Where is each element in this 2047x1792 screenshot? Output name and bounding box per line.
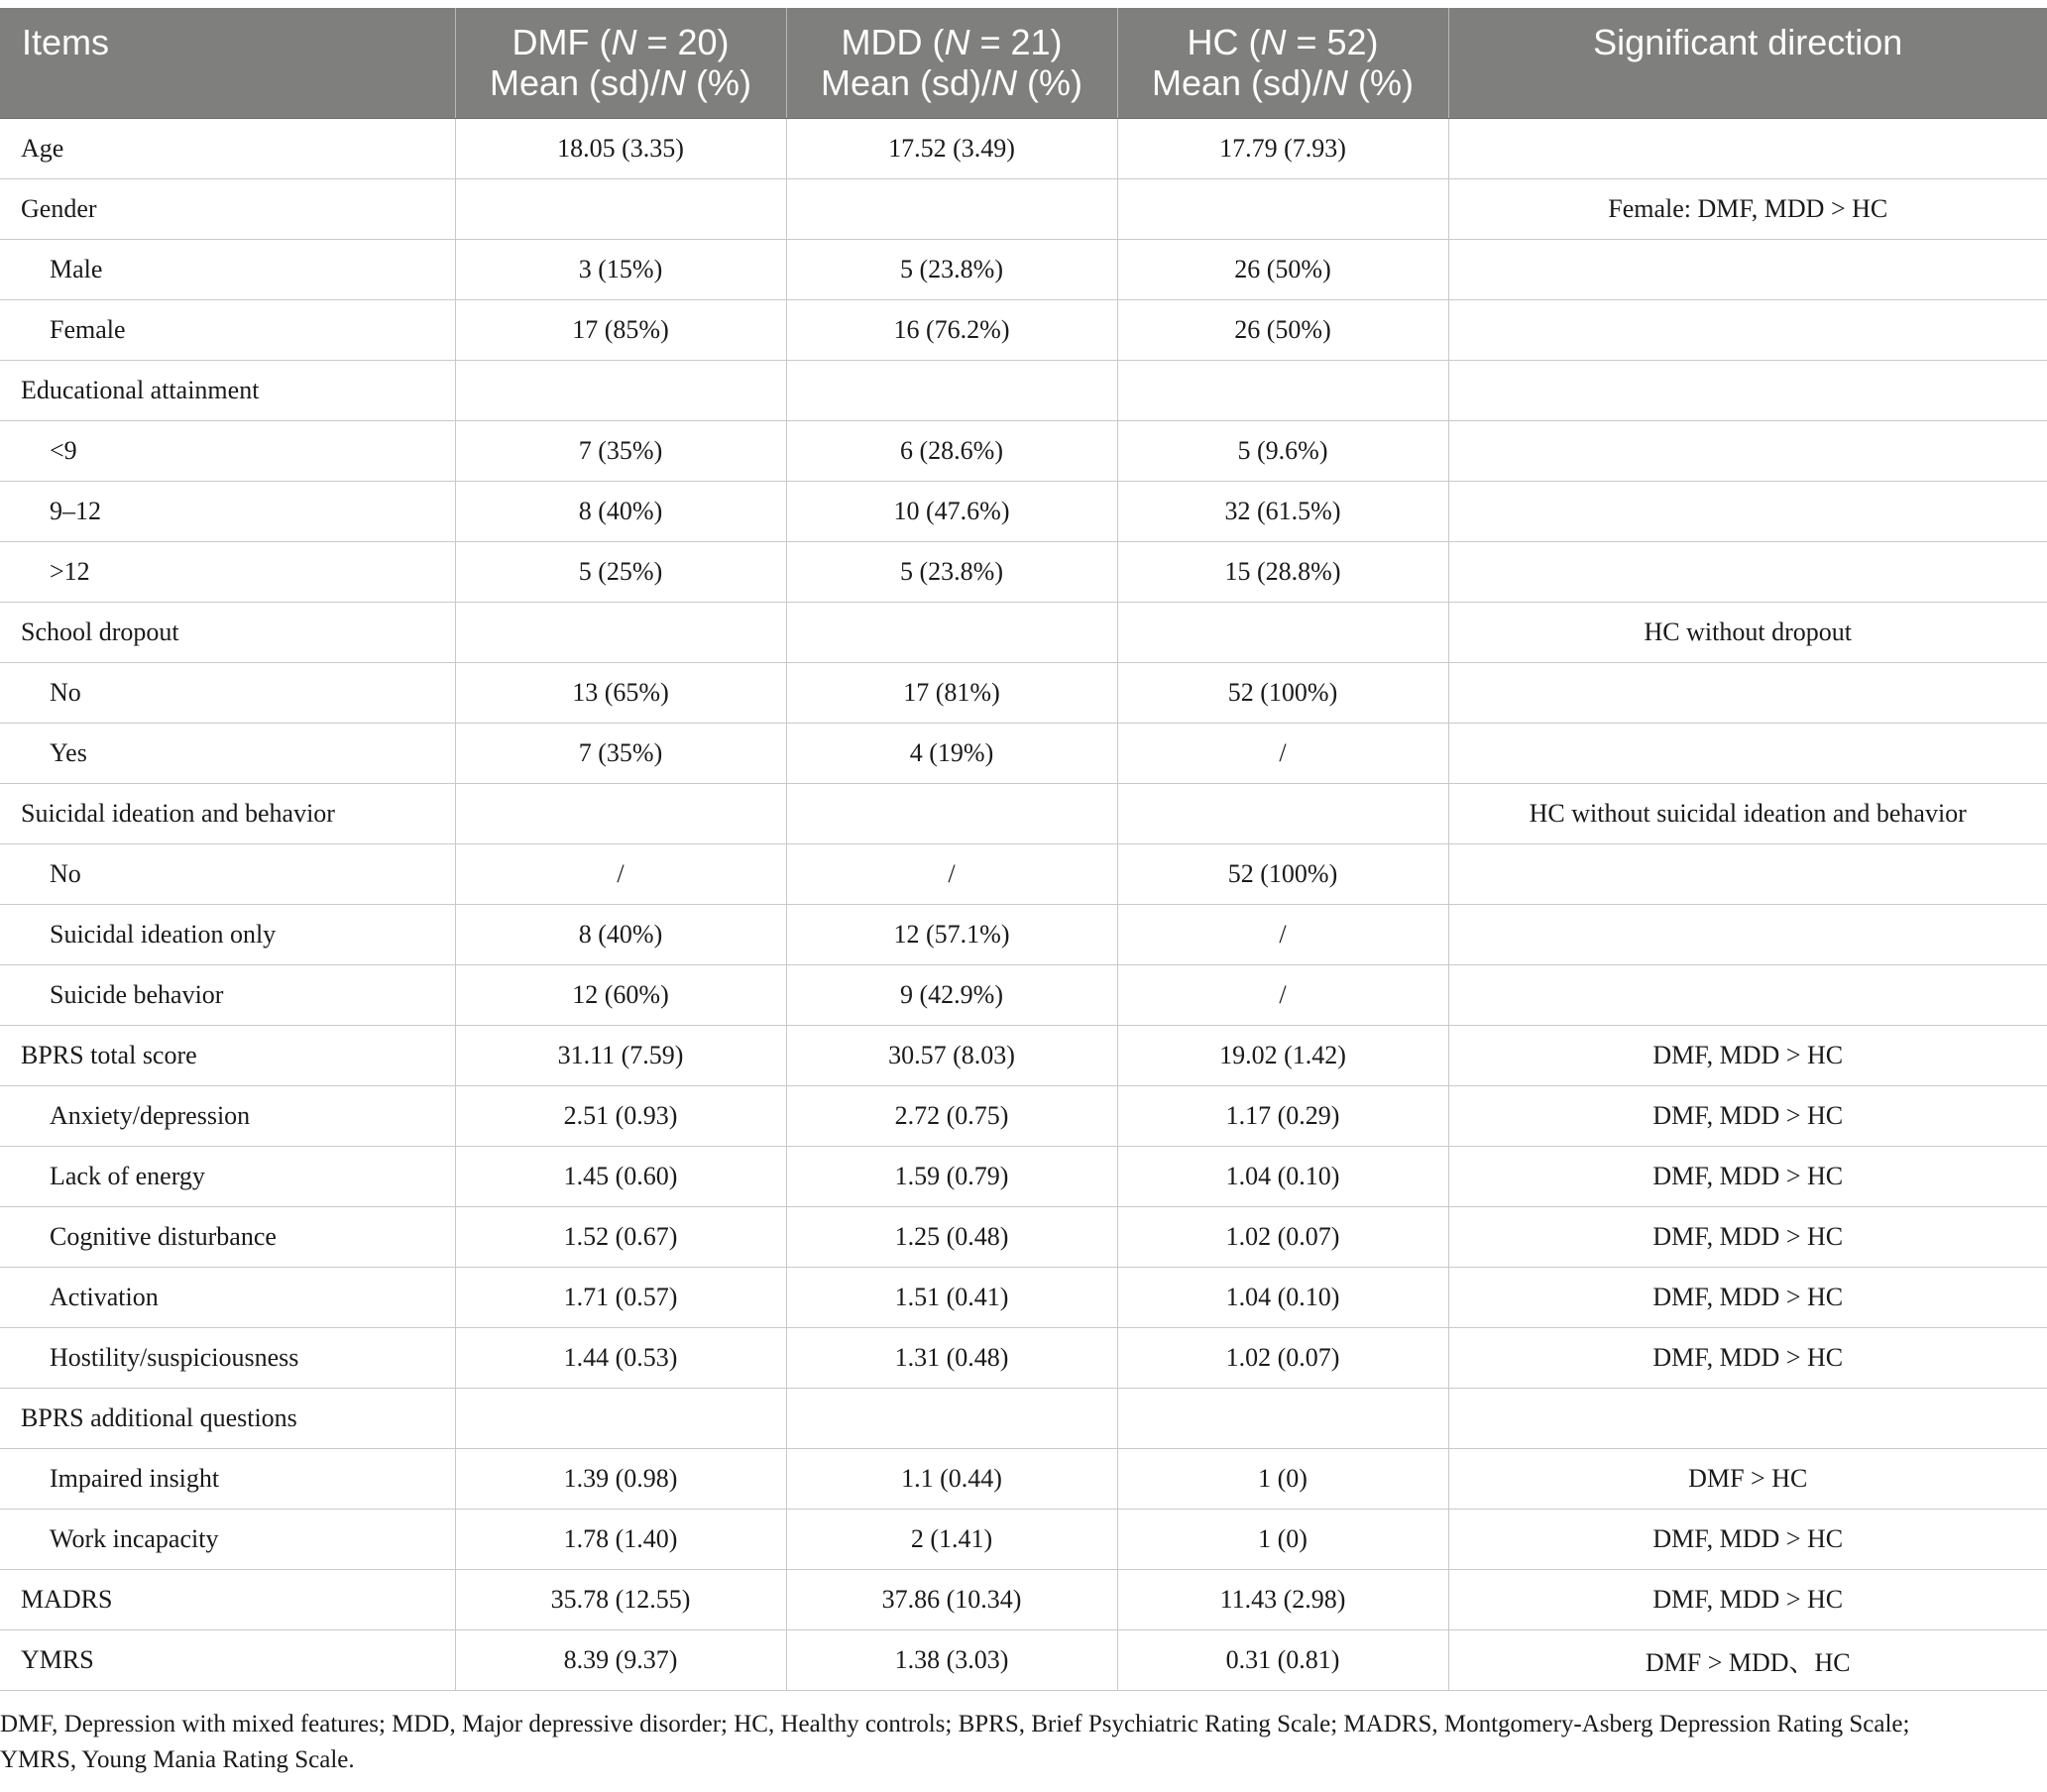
- row-hc: [1117, 603, 1448, 663]
- row-direction: DMF, MDD > HC: [1448, 1086, 2047, 1147]
- row-hc: 1 (0): [1117, 1449, 1448, 1510]
- row-mdd: [786, 361, 1117, 421]
- table-body: [0, 119, 2047, 1691]
- row-mdd: 2 (1.41): [786, 1510, 1117, 1570]
- row-mdd: 1.1 (0.44): [786, 1449, 1117, 1510]
- row-direction: DMF, MDD > HC: [1448, 1026, 2047, 1086]
- row-item: Gender: [0, 179, 455, 240]
- header-hc-subtitle: Mean (sd)/N (%): [1151, 62, 1415, 103]
- row-item: Anxiety/depression: [0, 1086, 455, 1147]
- row-mdd: 30.57 (8.03): [786, 1026, 1117, 1086]
- row-item: MADRS: [0, 1570, 455, 1630]
- row-mdd: [786, 179, 1117, 240]
- row-dmf: 12 (60%): [455, 965, 786, 1026]
- row-dmf: 2.51 (0.93): [455, 1086, 786, 1147]
- header-dmf: [455, 8, 786, 119]
- row-hc: /: [1117, 724, 1448, 784]
- row-direction: DMF, MDD > HC: [1448, 1570, 2047, 1630]
- row-mdd: 1.51 (0.41): [786, 1268, 1117, 1328]
- row-item: <9: [0, 421, 455, 482]
- row-item: School dropout: [0, 603, 455, 663]
- row-direction: [1448, 905, 2047, 965]
- row-mdd: 4 (19%): [786, 724, 1117, 784]
- row-item: Activation: [0, 1268, 455, 1328]
- row-item: Female: [0, 300, 455, 361]
- row-direction: DMF, MDD > HC: [1448, 1510, 2047, 1570]
- row-hc: 1 (0): [1117, 1510, 1448, 1570]
- row-direction: Female: DMF, MDD > HC: [1448, 179, 2047, 240]
- row-hc: 52 (100%): [1117, 663, 1448, 724]
- row-item: Educational attainment: [0, 361, 455, 421]
- row-hc: [1117, 361, 1448, 421]
- row-mdd: 1.25 (0.48): [786, 1207, 1117, 1268]
- row-item: No: [0, 844, 455, 905]
- row-hc: /: [1117, 965, 1448, 1026]
- row-dmf: 1.44 (0.53): [455, 1328, 786, 1389]
- row-item: Suicidal ideation and behavior: [0, 784, 455, 844]
- row-hc: 32 (61.5%): [1117, 482, 1448, 542]
- row-direction: [1448, 844, 2047, 905]
- row-hc: 19.02 (1.42): [1117, 1026, 1448, 1086]
- row-hc: [1117, 1389, 1448, 1449]
- row-mdd: 12 (57.1%): [786, 905, 1117, 965]
- footnote-line-1: DMF, Depression with mixed features; MDD, Major depressive disorder; HC, Healthy controls; BPRS, Brief Psychiatric Rating Scale; MADRS, Montgomery-Asberg Depression Rating Scale;: [0, 1711, 1910, 1737]
- row-hc: 1.02 (0.07): [1117, 1328, 1448, 1389]
- row-item: Lack of energy: [0, 1147, 455, 1207]
- row-direction: DMF > HC: [1448, 1449, 2047, 1510]
- row-dmf: /: [455, 844, 786, 905]
- table-row: [0, 1268, 2047, 1328]
- table-row: [0, 1026, 2047, 1086]
- row-item: BPRS total score: [0, 1026, 455, 1086]
- row-mdd: 9 (42.9%): [786, 965, 1117, 1026]
- row-dmf: [455, 784, 786, 844]
- row-direction: [1448, 300, 2047, 361]
- row-dmf: 1.45 (0.60): [455, 1147, 786, 1207]
- row-hc: [1117, 179, 1448, 240]
- table-row: [0, 1630, 2047, 1691]
- row-dmf: 1.52 (0.67): [455, 1207, 786, 1268]
- row-direction: [1448, 542, 2047, 603]
- row-mdd: 1.38 (3.03): [786, 1630, 1117, 1691]
- table-row: [0, 1086, 2047, 1147]
- row-mdd: 17.52 (3.49): [786, 119, 1117, 179]
- table-row: [0, 844, 2047, 905]
- row-dmf: 8.39 (9.37): [455, 1630, 786, 1691]
- row-mdd: 5 (23.8%): [786, 542, 1117, 603]
- row-dmf: [455, 603, 786, 663]
- row-hc: 0.31 (0.81): [1117, 1630, 1448, 1691]
- table-row: [0, 1328, 2047, 1389]
- row-item: Hostility/suspiciousness: [0, 1328, 455, 1389]
- table-row: [0, 1449, 2047, 1510]
- row-mdd: 37.86 (10.34): [786, 1570, 1117, 1630]
- row-mdd: 1.59 (0.79): [786, 1147, 1117, 1207]
- row-direction: DMF, MDD > HC: [1448, 1268, 2047, 1328]
- row-item: Age: [0, 119, 455, 179]
- table-row: [0, 1510, 2047, 1570]
- row-dmf: 31.11 (7.59): [455, 1026, 786, 1086]
- row-direction: [1448, 1389, 2047, 1449]
- demographics-table: [0, 8, 2047, 1691]
- row-direction: [1448, 240, 2047, 300]
- row-dmf: 35.78 (12.55): [455, 1570, 786, 1630]
- row-direction: DMF, MDD > HC: [1448, 1207, 2047, 1268]
- row-item: Work incapacity: [0, 1510, 455, 1570]
- row-mdd: /: [786, 844, 1117, 905]
- row-item: 9–12: [0, 482, 455, 542]
- header-hc: [1117, 8, 1448, 119]
- table-row: [0, 240, 2047, 300]
- row-item: YMRS: [0, 1630, 455, 1691]
- row-hc: 26 (50%): [1117, 240, 1448, 300]
- footnote-line-2: YMRS, Young Mania Rating Scale.: [0, 1746, 355, 1773]
- row-dmf: [455, 361, 786, 421]
- row-item: No: [0, 663, 455, 724]
- row-hc: 1.04 (0.10): [1117, 1268, 1448, 1328]
- header-mdd: [786, 8, 1117, 119]
- row-dmf: [455, 1389, 786, 1449]
- header-items: [0, 8, 455, 119]
- row-direction: [1448, 361, 2047, 421]
- table-row: [0, 603, 2047, 663]
- row-item: >12: [0, 542, 455, 603]
- row-item: Impaired insight: [0, 1449, 455, 1510]
- row-mdd: 17 (81%): [786, 663, 1117, 724]
- row-direction: [1448, 421, 2047, 482]
- table-row: [0, 361, 2047, 421]
- header-items-label: Items: [22, 22, 110, 62]
- row-direction: DMF, MDD > HC: [1448, 1147, 2047, 1207]
- row-hc: /: [1117, 905, 1448, 965]
- row-direction: [1448, 119, 2047, 179]
- header-row: [0, 8, 2047, 119]
- table-row: [0, 784, 2047, 844]
- table-row: [0, 421, 2047, 482]
- row-item: BPRS additional questions: [0, 1389, 455, 1449]
- table-row: [0, 663, 2047, 724]
- row-mdd: [786, 603, 1117, 663]
- table-row: [0, 965, 2047, 1026]
- table-row: [0, 1389, 2047, 1449]
- header-mdd-title: MDD (N = 21): [841, 22, 1063, 62]
- row-hc: 1.04 (0.10): [1117, 1147, 1448, 1207]
- row-direction: [1448, 482, 2047, 542]
- demographics-table-wrapper: [0, 8, 2047, 1691]
- row-mdd: 6 (28.6%): [786, 421, 1117, 482]
- row-dmf: 18.05 (3.35): [455, 119, 786, 179]
- row-direction: HC without suicidal ideation and behavior: [1448, 784, 2047, 844]
- table-row: [0, 179, 2047, 240]
- table-row: [0, 724, 2047, 784]
- row-hc: 5 (9.6%): [1117, 421, 1448, 482]
- row-dmf: 8 (40%): [455, 905, 786, 965]
- row-direction: [1448, 663, 2047, 724]
- row-mdd: [786, 1389, 1117, 1449]
- header-direction: [1448, 8, 2047, 119]
- table-row: [0, 119, 2047, 179]
- row-dmf: 7 (35%): [455, 724, 786, 784]
- header-direction-label: Significant direction: [1593, 22, 1903, 62]
- row-direction: DMF > MDD、HC: [1448, 1630, 2047, 1691]
- table-row: [0, 1207, 2047, 1268]
- row-mdd: 5 (23.8%): [786, 240, 1117, 300]
- row-direction: HC without dropout: [1448, 603, 2047, 663]
- row-item: Cognitive disturbance: [0, 1207, 455, 1268]
- row-dmf: 8 (40%): [455, 482, 786, 542]
- row-mdd: 2.72 (0.75): [786, 1086, 1117, 1147]
- row-item: Male: [0, 240, 455, 300]
- table-row: [0, 482, 2047, 542]
- table-footnote: [0, 1707, 2047, 1778]
- row-dmf: 3 (15%): [455, 240, 786, 300]
- row-hc: [1117, 784, 1448, 844]
- table-row: [0, 1147, 2047, 1207]
- table-row: [0, 1570, 2047, 1630]
- row-direction: DMF, MDD > HC: [1448, 1328, 2047, 1389]
- row-hc: 15 (28.8%): [1117, 542, 1448, 603]
- row-dmf: 1.78 (1.40): [455, 1510, 786, 1570]
- table-row: [0, 542, 2047, 603]
- row-mdd: 1.31 (0.48): [786, 1328, 1117, 1389]
- header-dmf-title: DMF (N = 20): [512, 22, 730, 62]
- row-hc: 11.43 (2.98): [1117, 1570, 1448, 1630]
- row-hc: 17.79 (7.93): [1117, 119, 1448, 179]
- row-dmf: 1.39 (0.98): [455, 1449, 786, 1510]
- row-hc: 26 (50%): [1117, 300, 1448, 361]
- row-item: Suicidal ideation only: [0, 905, 455, 965]
- header-mdd-subtitle: Mean (sd)/N (%): [820, 62, 1083, 103]
- row-dmf: 17 (85%): [455, 300, 786, 361]
- row-hc: 52 (100%): [1117, 844, 1448, 905]
- table-row: [0, 300, 2047, 361]
- row-dmf: [455, 179, 786, 240]
- header-hc-title: HC (N = 52): [1187, 22, 1379, 62]
- row-direction: [1448, 724, 2047, 784]
- row-mdd: [786, 784, 1117, 844]
- row-mdd: 16 (76.2%): [786, 300, 1117, 361]
- row-hc: 1.17 (0.29): [1117, 1086, 1448, 1147]
- header-dmf-subtitle: Mean (sd)/N (%): [489, 62, 752, 103]
- table-header: [0, 8, 2047, 119]
- row-mdd: 10 (47.6%): [786, 482, 1117, 542]
- row-dmf: 7 (35%): [455, 421, 786, 482]
- row-direction: [1448, 965, 2047, 1026]
- row-item: Yes: [0, 724, 455, 784]
- table-row: [0, 905, 2047, 965]
- row-item: Suicide behavior: [0, 965, 455, 1026]
- row-hc: 1.02 (0.07): [1117, 1207, 1448, 1268]
- row-dmf: 1.71 (0.57): [455, 1268, 786, 1328]
- row-dmf: 5 (25%): [455, 542, 786, 603]
- row-dmf: 13 (65%): [455, 663, 786, 724]
